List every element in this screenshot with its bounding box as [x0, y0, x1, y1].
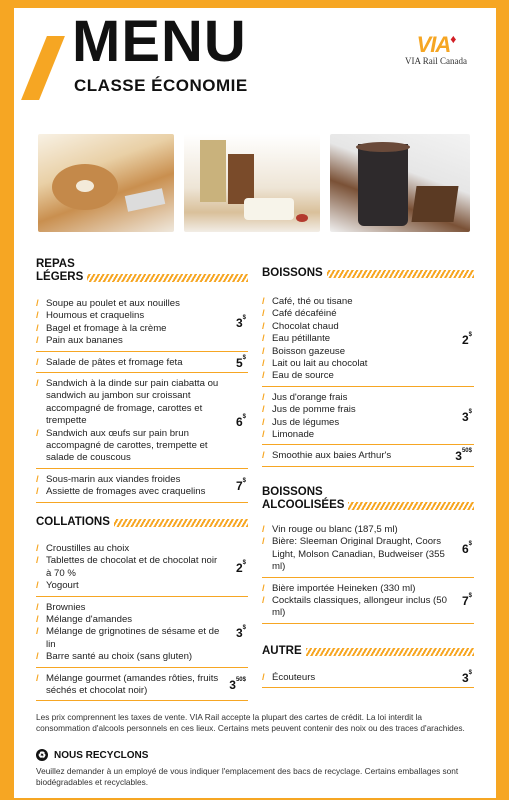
maple-leaf-icon: ♦ — [450, 32, 456, 46]
menu-item: / Bière importée Heineken (330 ml) — [262, 583, 448, 595]
menu-item: / Café, thé ou tisane — [262, 296, 448, 308]
section-collations — [36, 516, 248, 701]
menu-item: / Croustilles au choix — [36, 543, 222, 555]
menu-group — [36, 472, 248, 503]
price-label: 7$ — [235, 478, 246, 494]
menu-item: / Soupe au poulet et aux nouilles — [36, 298, 222, 310]
menu-item: / Bagel et fromage à la crème — [36, 323, 222, 335]
section-boissons — [262, 267, 474, 467]
menu-item: / Lait ou lait au chocolat — [262, 358, 448, 370]
price-label: 3$ — [461, 670, 472, 685]
menu-item: / Écouteurs — [262, 672, 448, 684]
menu-group — [36, 355, 248, 373]
price-label: 6$ — [235, 413, 246, 429]
menu-group — [262, 390, 474, 446]
menu-item: / Eau pétillante — [262, 333, 448, 345]
menu-item: / Jus d'orange frais — [262, 392, 448, 404]
title-stripes — [348, 502, 474, 510]
menu-group — [262, 581, 474, 624]
menu-item: / Smoothie aux baies Arthur's — [262, 450, 448, 462]
menu-item: / Café décaféiné — [262, 308, 448, 320]
menu-item: / Brownies — [36, 602, 222, 614]
logo-name: VIA Rail Canada — [405, 56, 467, 66]
section-boissons-alcoolisees — [262, 486, 474, 624]
menu-item: / Cocktails classiques, allongeur inclus (50 ml) — [262, 595, 448, 620]
menu-item: / Chocolat chaud — [262, 321, 448, 333]
menu-group — [262, 294, 474, 387]
menu-item: / Mélange de grignotines de sésame et de lin — [36, 626, 222, 651]
menu-item: / Yogourt — [36, 580, 222, 592]
logo-mark: VIA — [416, 32, 451, 57]
price-label: 3$ — [235, 315, 246, 330]
price-label: 5$ — [235, 354, 246, 370]
price-label: $3^{50\$}$ — [455, 448, 472, 464]
section-title-boissons: BOISSONS — [262, 267, 474, 280]
menu-item: / Salade de pâtes et fromage feta — [36, 357, 222, 369]
price-label: 3$ — [461, 408, 472, 424]
menu-group — [36, 296, 248, 352]
menu-item: / Barre santé au choix (sans gluten) — [36, 651, 222, 663]
recycle-heading: ♻ NOUS RECYCLONS — [37, 749, 149, 761]
menu-item: / Sandwich aux œufs sur pain brun accompagné de carottes, trempette et salade de couscous — [36, 428, 222, 465]
price-label: 2$ — [461, 331, 472, 347]
section-autre — [262, 645, 474, 688]
menu-subtitle: CLASSE ÉCONOMIE — [74, 76, 248, 95]
photo-cheese-snacks — [184, 134, 320, 232]
menu-group — [262, 522, 474, 578]
menu-item: / Vin rouge ou blanc (187,5 ml) — [262, 524, 448, 536]
menu-item: / Eau de source — [262, 370, 448, 382]
title-stripes — [87, 274, 248, 282]
menu-title: MENU — [72, 9, 247, 74]
photo-bagel — [38, 134, 174, 232]
photo-coffee-brownie — [330, 134, 470, 232]
menu-item: / Jus de pomme frais — [262, 404, 448, 416]
menu-group — [36, 541, 248, 597]
header-slash-decoration — [21, 36, 65, 100]
title-stripes — [306, 648, 474, 656]
menu-group — [36, 671, 248, 702]
price-label: $3^{50\$}$ — [229, 677, 246, 693]
section-repas-legers — [36, 258, 248, 503]
title-stripes — [114, 519, 248, 527]
recycle-text: Veuillez demander à un employé de vous indiquer l'emplacement des bacs de recyclage. Certains emballages sont biodégradables et recyclables. — [36, 766, 459, 787]
via-rail-logo — [396, 32, 476, 66]
menu-group — [36, 600, 248, 668]
menu-item: / Sous-marin aux viandes froides — [36, 474, 222, 486]
menu-item: / Tablettes de chocolat et de chocolat noir à 70 % — [36, 555, 222, 580]
recycle-icon: ♻ — [37, 750, 47, 760]
menu-group — [262, 448, 474, 466]
section-title-autre: AUTRE — [262, 645, 474, 658]
menu-group — [262, 670, 474, 688]
menu-item: / Bière: Sleeman Original Draught, Coors Light, Molson Canadian, Budweiser (355 ml) — [262, 536, 448, 573]
menu-card — [14, 8, 496, 798]
title-stripes — [327, 270, 474, 278]
menu-item: / Limonade — [262, 429, 448, 441]
menu-item: / Houmous et craquelins — [36, 310, 222, 322]
menu-group — [36, 376, 248, 469]
price-label: 6$ — [461, 541, 472, 556]
menu-item: / Mélange gourmet (amandes rôties, fruits séchés et chocolat noir) — [36, 673, 222, 698]
menu-item: / Pain aux bananes — [36, 335, 222, 347]
menu-item: / Boisson gazeuse — [262, 346, 448, 358]
price-label: 2$ — [235, 560, 246, 575]
menu-item: / Jus de légumes — [262, 417, 448, 429]
section-title-repas: REPAS LÉGERS — [36, 258, 248, 284]
menu-item: / Assiette de fromages avec craquelins — [36, 486, 222, 498]
section-title-collations: COLLATIONS — [36, 516, 248, 529]
menu-item: / Mélange d'amandes — [36, 614, 222, 626]
taxes-note: Les prix comprennent les taxes de vente. VIA Rail accepte la plupart des cartes de crédit. La loi interdit la consommation d'alcools personnels en ces lieux. Certains mets peuvent contenir des noix ou des traces d'arachides. — [36, 712, 465, 733]
price-label: 7$ — [461, 593, 472, 609]
section-title-alcool: BOISSONS ALCOOLISÉES — [262, 486, 474, 512]
price-label: 3$ — [235, 624, 246, 640]
menu-item: / Sandwich à la dinde sur pain ciabatta ou sandwich au jambon sur croissant accompagné de fromage, carottes et trempette — [36, 378, 222, 428]
